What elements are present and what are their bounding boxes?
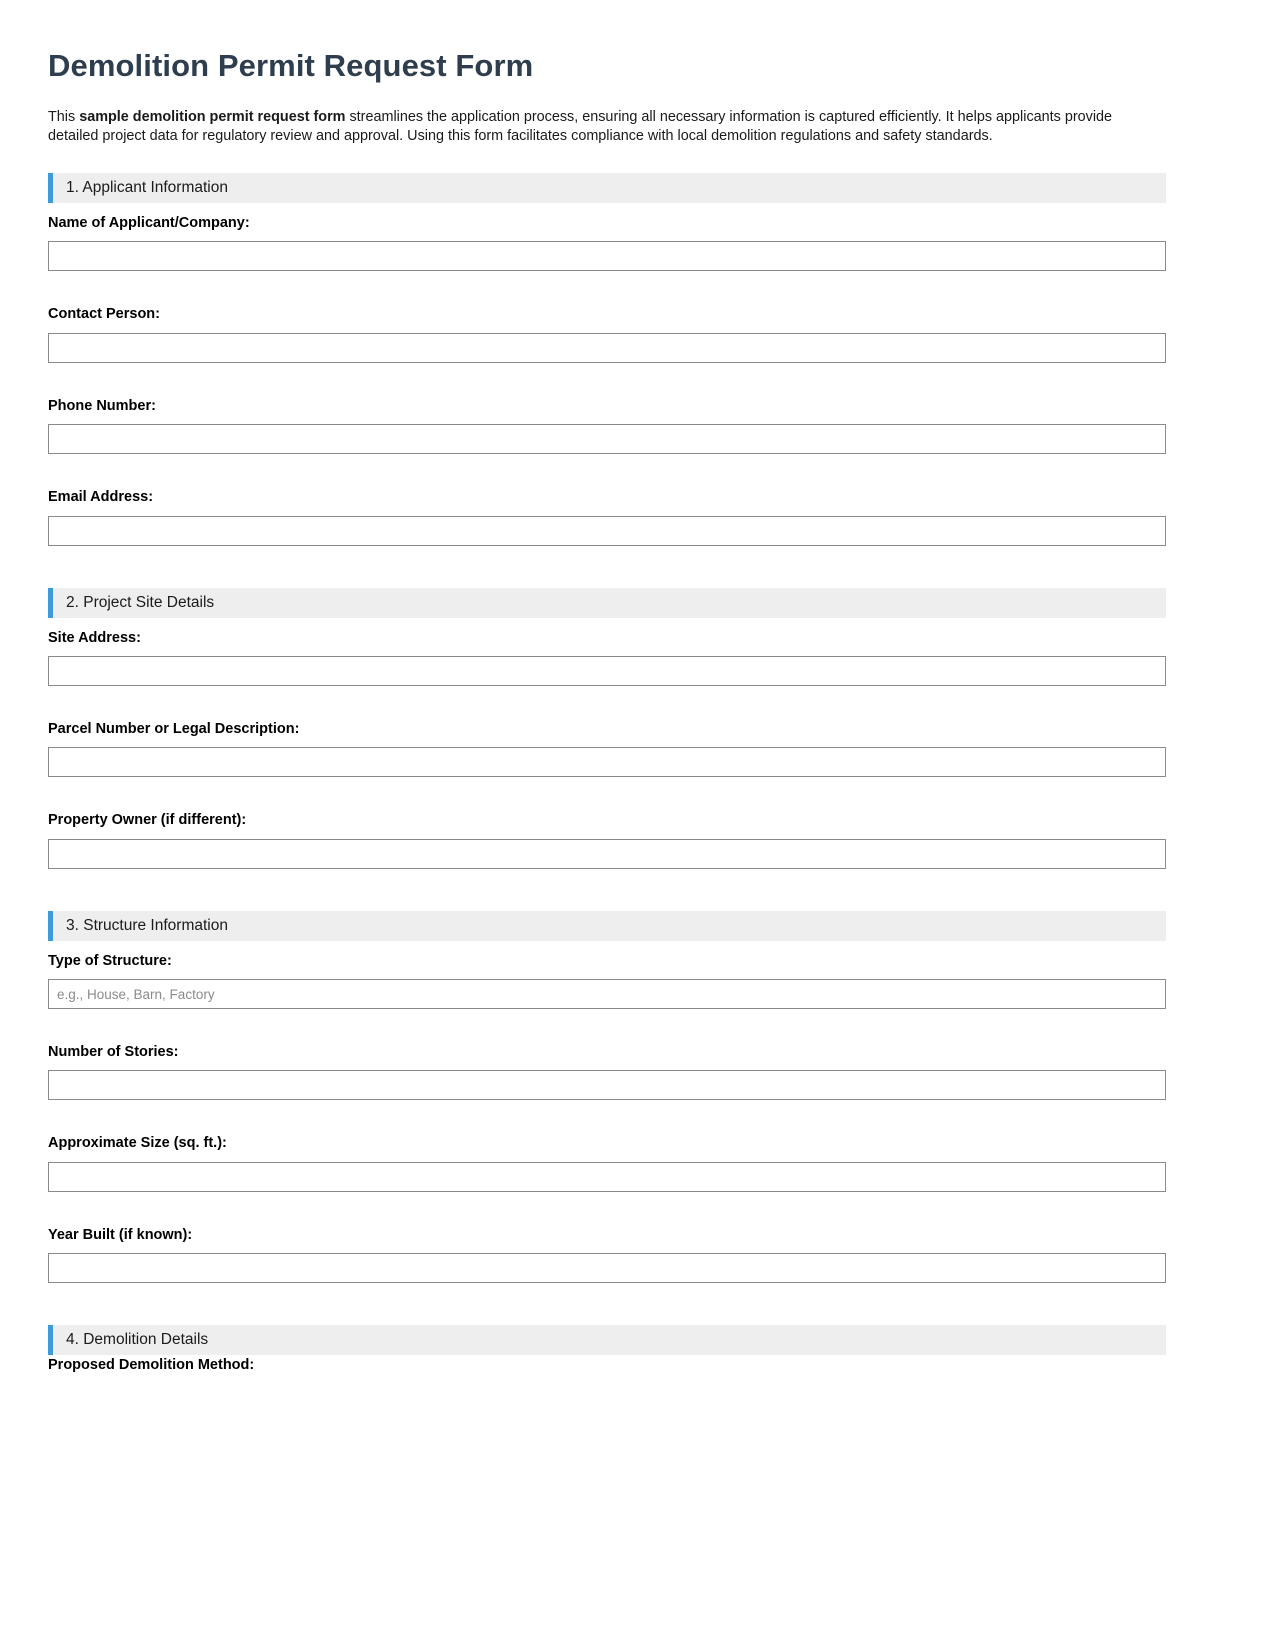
- input-year-built[interactable]: [48, 1253, 1166, 1283]
- label-name-of-applicant: Name of Applicant/Company:: [48, 214, 250, 231]
- label-type-of-structure: Type of Structure:: [48, 952, 172, 969]
- field-approximate-size: [48, 1135, 1166, 1191]
- spacer: [48, 1009, 1166, 1032]
- input-approximate-size[interactable]: [48, 1162, 1166, 1192]
- spacer: [48, 363, 1166, 386]
- input-contact-person[interactable]: [48, 333, 1166, 363]
- label-number-of-stories: Number of Stories:: [48, 1044, 179, 1061]
- section-header-applicant-information: 1. Applicant Information: [48, 173, 1166, 203]
- input-email-address[interactable]: [48, 516, 1166, 546]
- field-year-built: [48, 1227, 1166, 1283]
- field-site-address: [48, 630, 1166, 686]
- spacer: [48, 1283, 1166, 1325]
- label-proposed-demolition-method: Proposed Demolition Method:: [48, 1357, 255, 1374]
- section-header-structure-information: 3. Structure Information: [48, 911, 1166, 941]
- label-year-built: Year Built (if known):: [48, 1226, 193, 1243]
- field-property-owner: [48, 812, 1166, 868]
- input-site-address[interactable]: [48, 656, 1166, 686]
- field-number-of-stories: [48, 1044, 1166, 1100]
- input-type-of-structure[interactable]: [48, 979, 1166, 1009]
- input-parcel-number[interactable]: [48, 747, 1166, 777]
- section-demolition-details: [48, 1325, 1166, 1379]
- spacer: [48, 271, 1166, 294]
- section-header-demolition-details: 4. Demolition Details: [48, 1325, 1166, 1355]
- field-type-of-structure: [48, 953, 1166, 1009]
- field-name-of-applicant: [48, 215, 1166, 271]
- spacer: [48, 546, 1166, 588]
- form-container: [48, 0, 1166, 1379]
- label-property-owner: Property Owner (if different):: [48, 812, 247, 829]
- spacer: [48, 146, 1166, 173]
- section-structure-information: [48, 911, 1166, 1284]
- page-title: Demolition Permit Request Form: [48, 48, 534, 83]
- field-phone-number: [48, 398, 1166, 454]
- input-number-of-stories[interactable]: [48, 1070, 1166, 1100]
- field-email-address: [48, 489, 1166, 545]
- field-parcel-number: [48, 721, 1166, 777]
- intro-emphasis: sample demolition permit request form: [79, 108, 346, 125]
- field-contact-person: [48, 306, 1166, 362]
- clipped-field-region: [48, 1357, 1166, 1379]
- section-header-project-site-details: 2. Project Site Details: [48, 588, 1166, 618]
- section-applicant-information: [48, 173, 1166, 546]
- label-parcel-number: Parcel Number or Legal Description:: [48, 720, 300, 737]
- spacer: [48, 1192, 1166, 1215]
- intro-lead: This: [48, 108, 80, 125]
- input-property-owner[interactable]: [48, 839, 1166, 869]
- intro-paragraph: [48, 84, 1134, 146]
- spacer: [48, 1100, 1166, 1123]
- spacer: [48, 777, 1166, 800]
- input-phone-number[interactable]: [48, 424, 1166, 454]
- label-email-address: Email Address:: [48, 489, 154, 506]
- label-site-address: Site Address:: [48, 629, 141, 646]
- spacer: [48, 869, 1166, 911]
- label-contact-person: Contact Person:: [48, 306, 160, 323]
- intro-rest: streamlines the application process, ensuring all necessary information is captured efficiently. It helps applicants provide detailed project data for regulatory review and approval. Using this form facilitates compliance with local demolition regulations and safety standards.: [48, 108, 1113, 144]
- label-approximate-size: Approximate Size (sq. ft.):: [48, 1135, 227, 1152]
- section-project-site-details: [48, 588, 1166, 869]
- input-name-of-applicant[interactable]: [48, 241, 1166, 271]
- spacer: [48, 454, 1166, 477]
- label-phone-number: Phone Number:: [48, 397, 156, 414]
- spacer: [48, 686, 1166, 709]
